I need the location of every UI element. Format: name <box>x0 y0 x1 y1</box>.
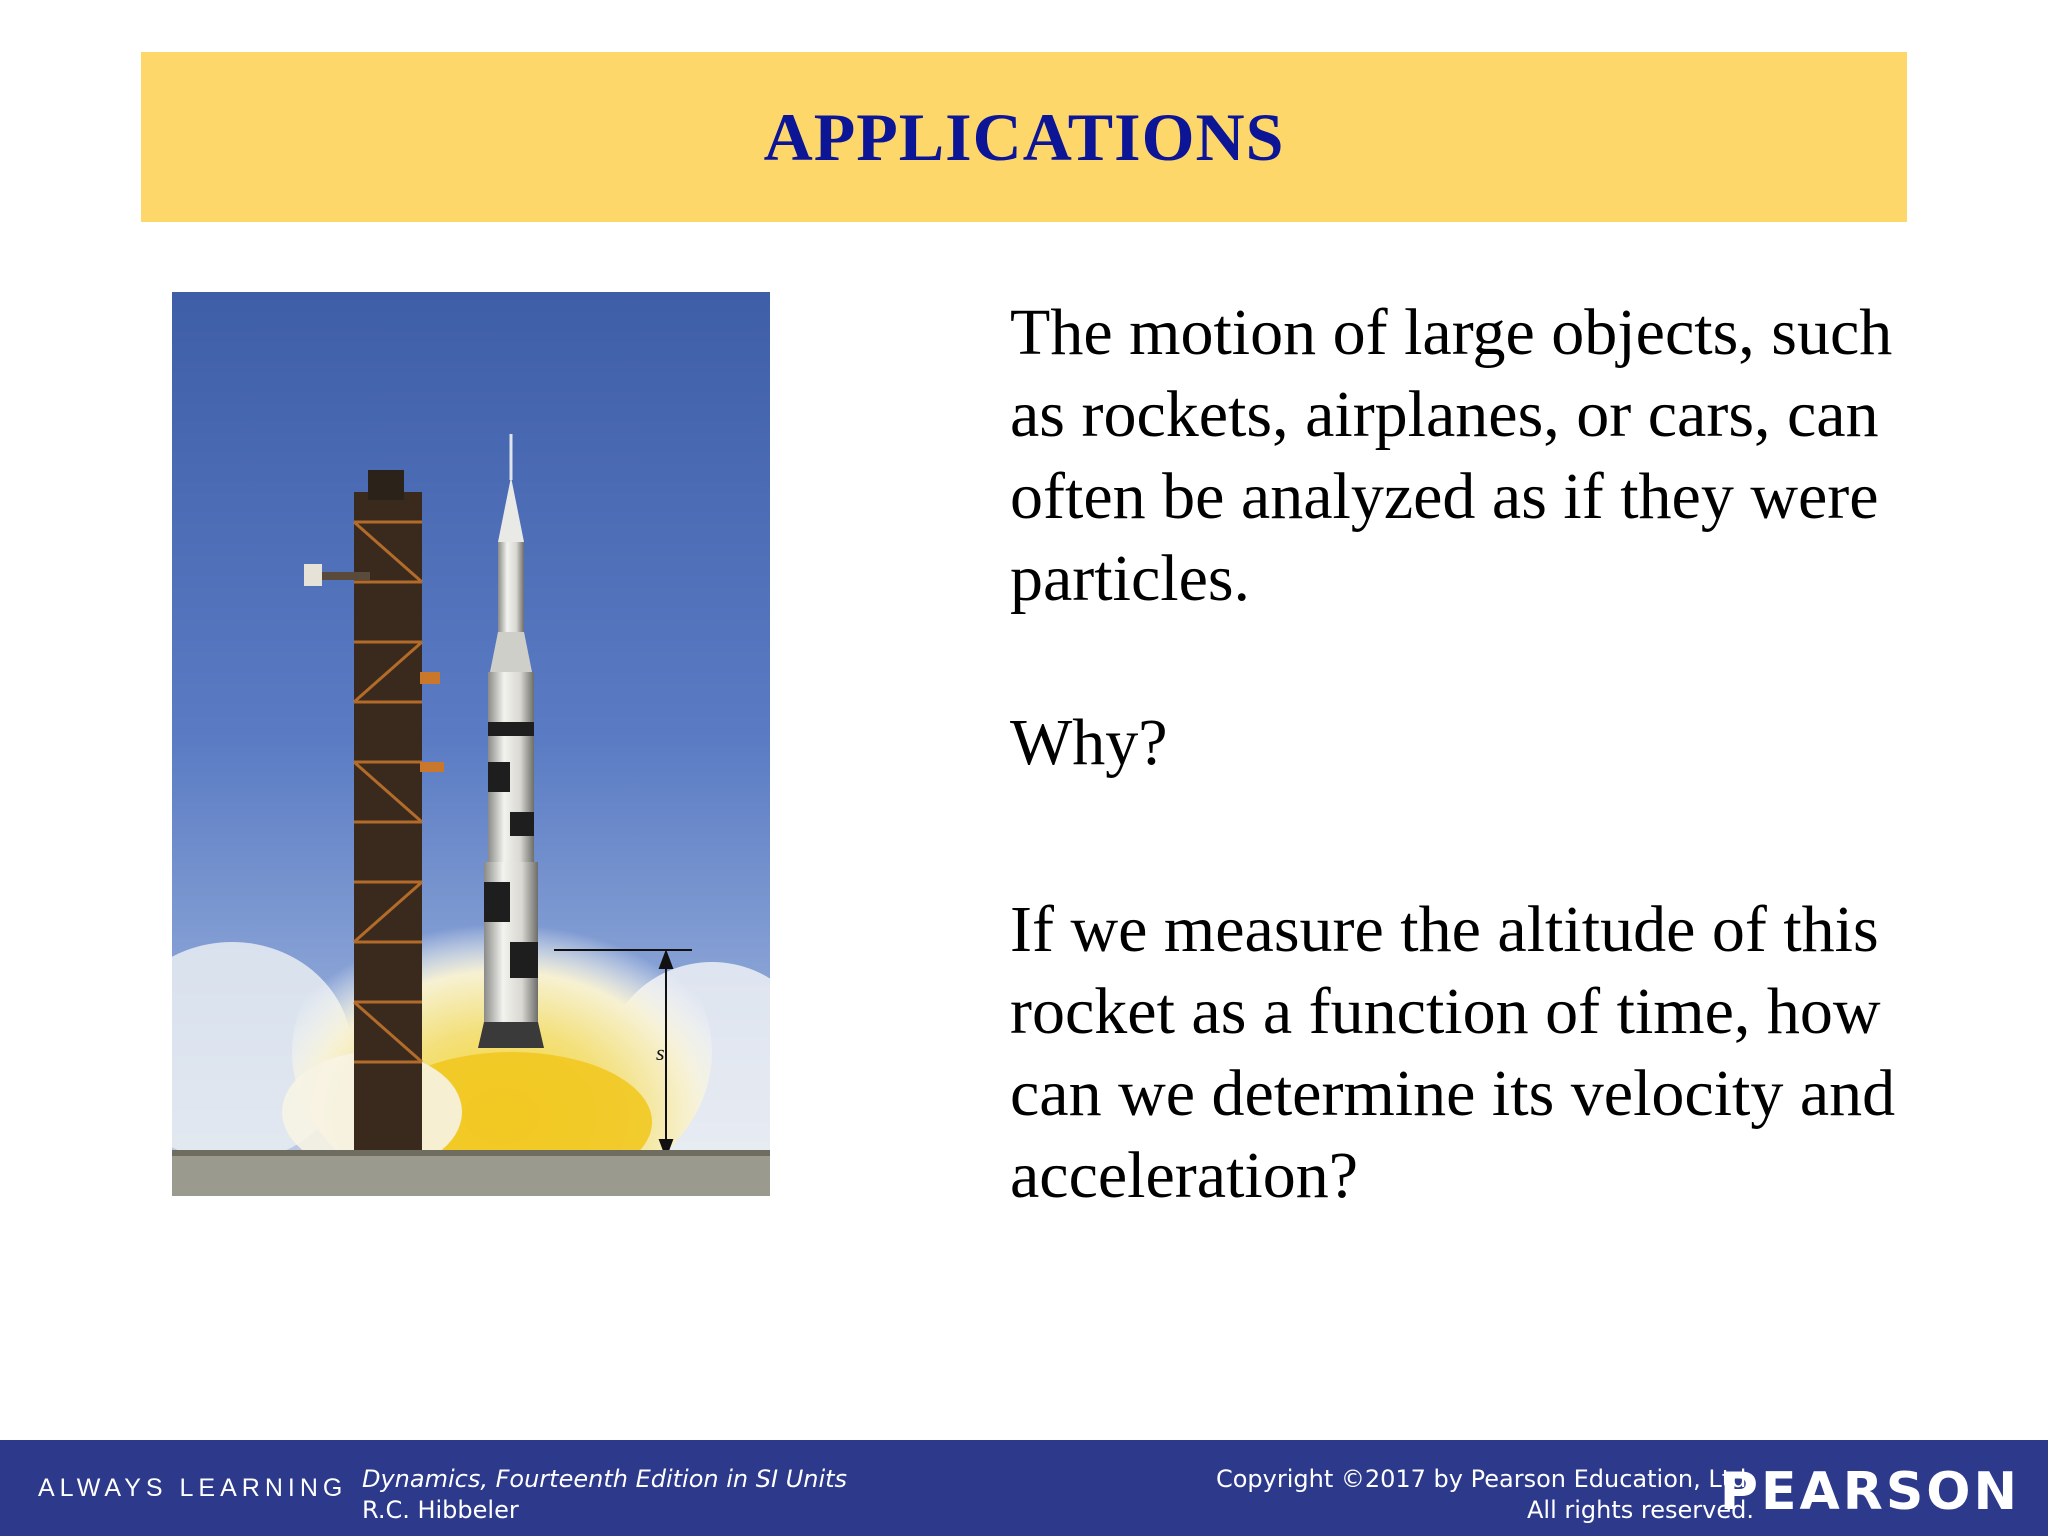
copyright-line-2: All rights reserved. <box>1527 1496 1754 1524</box>
paragraph-particles: The motion of large objects, such as rockets, airplanes, or cars, can often be analyzed as if they were particles. <box>1010 296 1893 615</box>
paragraph-altitude: If we measure the altitude of this rocket as a function of time, how can we determine its velocity and acceleration? <box>1010 893 1896 1212</box>
title-banner <box>141 52 1907 222</box>
footer-bar <box>0 1440 2048 1536</box>
slide-title: APPLICATIONS <box>763 98 1285 175</box>
paragraph-why: Why? <box>1010 706 1168 779</box>
dimension-label: s <box>656 1040 665 1065</box>
rocket-launch-photo <box>172 292 770 1196</box>
footer-book-info <box>362 1464 847 1526</box>
copyright-line-1: Copyright ©2017 by Pearson Education, Ltd. <box>1215 1465 1754 1493</box>
book-author: R.C. Hibbeler <box>362 1496 519 1524</box>
pearson-logo: PEARSON <box>1719 1462 2020 1522</box>
book-title: Dynamics, Fourteenth Edition in SI Units <box>362 1465 848 1493</box>
footer-tagline: ALWAYS LEARNING <box>38 1474 348 1502</box>
footer-copyright <box>1216 1464 1754 1526</box>
